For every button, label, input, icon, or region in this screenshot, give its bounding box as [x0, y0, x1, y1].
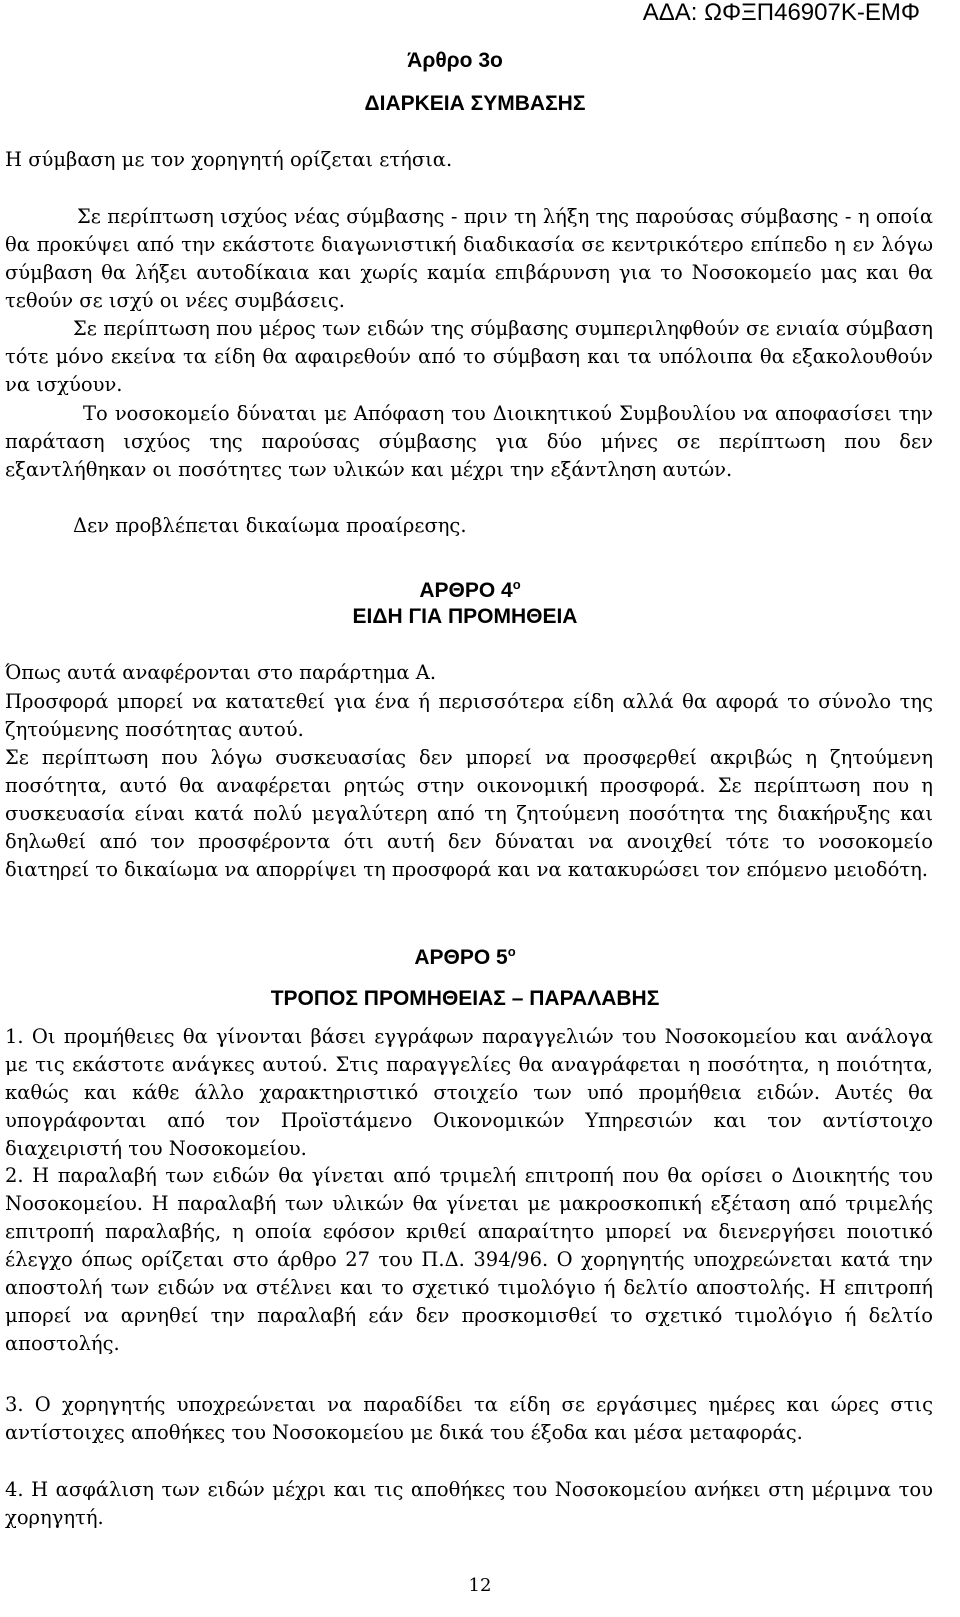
- article-5-title: ΑΡΘΡΟ $5^o$: [414, 944, 516, 969]
- article-3-title: Άρθρο 3ο: [407, 49, 503, 72]
- ada-code: ΑΔΑ: ΩΦΞΠ46907Κ-ΕΜΦ: [642, 0, 920, 26]
- article-5-subtitle: ΤΡΟΠΟΣ ΠΡΟΜΗΘΕΙΑΣ – ΠΑΡΑΛΑΒΗΣ: [270, 987, 660, 1010]
- article-4-paragraph-2: Προσφορά μπορεί να κατατεθεί για ένα ή περισσότερα είδη αλλά θα αφορά το σύνολο της ζητούμενης ποσότητας αυτού.: [5, 690, 933, 741]
- article-3-paragraph-3: Σε περίπτωση που μέρος των ειδών της σύμβασης συμπεριληφθούν σε ενιαία σύμβαση τότε μόνο εκείνα τα είδη θα αφαιρεθούν από το σύμβαση και τα υπόλοιπα θα εξακολουθούν να ισχύουν.: [5, 317, 933, 396]
- article-3-paragraph-1: Η σύμβαση με τον χορηγητή ορίζεται ετήσια.: [5, 148, 453, 171]
- article-3-paragraph-5: Δεν προβλέπεται δικαίωμα προαίρεσης.: [73, 514, 467, 537]
- article-5-item-4: 4. Η ασφάλιση των ειδών μέχρι και τις αποθήκες του Νοσοκομείου ανήκει στη μέριμνα του χορηγητή.: [5, 1478, 933, 1529]
- article-5-item-3: 3. Ο χορηγητής υποχρεώνεται να παραδίδει τα είδη σε εργάσιμες ημέρες και ώρες στις αντίστοιχες αποθήκες του Νοσοκομείου με δικά του έξοδα και μέσα μεταφοράς.: [5, 1393, 933, 1444]
- article-5-item-1: 1. Οι προμήθειες θα γίνονται βάσει εγγράφων παραγγελιών του Νοσοκομείου και ανάλογα με τις εκάστοτε ανάγκες αυτού. Στις παραγγελίες θα αναγράφεται η ποσότητα, η ποιότητα, καθώς και κάθε άλλο χαρακτηριστικό στοιχείο των υπό προμήθεια ειδών. Αυτές θα υπογράφονται από τον Προϊστάμενο Οικονομικών Υπηρεσιών και τον αντίστοιχο διαχειριστή του Νοσοκομείου.: [5, 1025, 933, 1160]
- article-4-title: ΑΡΘΡΟ $4^o$: [419, 577, 521, 602]
- page-number: 12: [468, 1575, 492, 1596]
- article-3-paragraph-2: Σε περίπτωση ισχύος νέας σύμβασης - πριν τη λήξη της παρούσας σύμβασης - η οποία θα προκύψει από την εκάστοτε διαγωνιστική διαδικασία σε κεντρικότερο επίπεδο η εν λόγω σύμβαση θα λήξει αυτοδίκαια και χωρίς καμία επιβάρυνση για το Νοσοκομείο μας και θα τεθούν σε ισχύ οι νέες συμβάσεις.: [5, 205, 933, 312]
- article-5-item-2: 2. Η παραλαβή των ειδών θα γίνεται από τριμελή επιτροπή που θα ορίσει ο Διοικητής του Νοσοκομείου. Η παραλαβή των υλικών θα γίνεται με μακροσκοπική εξέταση από τριμελής επιτροπή παραλαβής, η οποία εφόσον κριθεί απαραίτητο μπορεί να διενεργήσει ποιοτικό έλεγχο όπως ορίζεται στο άρθρο 27 του Π.Δ. 394/96. Ο χορηγητής υποχρεώνεται κατά την αποστολή των ειδών να στέλνει και το σχετικό τιμολόγιο ή δελτίο αποστολής. Η επιτροπή μπορεί να αρνηθεί την παραλαβή εάν δεν προσκομισθεί το σχετικό τιμολόγιο ή δελτίο αποστολής.: [5, 1164, 933, 1355]
- article-4-paragraph-3: Σε περίπτωση που λόγω συσκευασίας δεν μπορεί να προσφερθεί ακριβώς η ζητούμενη ποσότητα, αυτό θα αναφέρεται ρητώς στην οικονομική προσφορά. Σε περίπτωση που η συσκευασία είναι κατά πολύ μεγαλύτερη από τη ζητούμενη ποσότητα της διακήρυξης και δηλωθεί από τον προσφέροντα ότι αυτή δεν δύναται να ανοιχθεί τότε το νοσοκομείο διατηρεί το δικαίωμα να απορρίψει τη προσφορά και να κατακυρώσει τον επόμενο μειοδότη.: [5, 746, 933, 881]
- article-4-subtitle: ΕΙΔΗ ΓΙΑ ΠΡΟΜΗΘΕΙΑ: [352, 605, 578, 628]
- article-3-paragraph-4: Το νοσοκομείο δύναται με Απόφαση του Διοικητικού Συμβουλίου να αποφασίσει την παράταση ισχύος της παρούσας σύμβασης για δύο μήνες σε περίπτωση που δεν εξαντλήθηκαν οι ποσότητες των υλικών και μέχρι την εξάντληση αυτών.: [5, 402, 933, 481]
- article-4-paragraph-1: Όπως αυτά αναφέρονται στο παράρτημα Α.: [5, 661, 437, 684]
- article-3-subtitle: ΔΙΑΡΚΕΙΑ ΣΥΜΒΑΣΗΣ: [364, 92, 586, 115]
